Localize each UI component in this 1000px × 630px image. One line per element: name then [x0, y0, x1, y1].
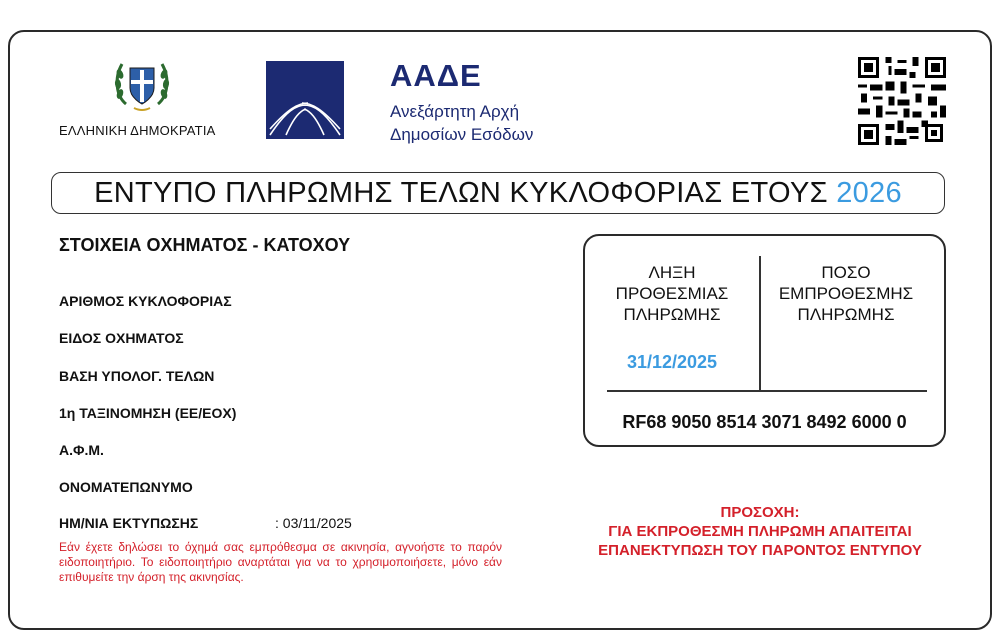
column-divider — [759, 256, 761, 391]
field-tax-id: Α.Φ.Μ. — [59, 442, 104, 458]
warning-line3: ΕΠΑΝΕΚΤΥΠΩΣΗ ΤΟΥ ΠΑΡΟΝΤΟΣ ΕΝΤΥΠΟΥ — [598, 542, 922, 559]
warning-line1: ΠΡΟΣΟΧΗ: — [720, 504, 800, 521]
aade-logo-icon — [266, 61, 344, 139]
form-title-text: ΕΝΤΥΠΟ ΠΛΗΡΩΜΗΣ ΤΕΛΩΝ ΚΥΚΛΟΦΟΡΙΑΣ ΕΤΟΥΣ — [94, 177, 828, 209]
aade-subtitle-line2: Δημοσίων Εσόδων — [390, 125, 534, 144]
amount-label-line3: ΠΛΗΡΩΜΗΣ — [797, 305, 895, 324]
field-full-name: ΟΝΟΜΑΤΕΠΩΝΥΜΟ — [59, 479, 193, 495]
aade-title: ΑΑΔΕ — [390, 58, 482, 93]
deadline-label-line1: ΛΗΞΗ — [648, 263, 696, 282]
aade-subtitle — [390, 100, 533, 146]
amount-label-line1: ΠΟΣΟ — [821, 263, 871, 282]
greek-coat-of-arms-icon — [112, 52, 172, 114]
aade-subtitle-line1: Ανεξάρτητη Αρχή — [390, 102, 520, 121]
republic-label: ΕΛΛΗΝΙΚΗ ΔΗΜΟΚΡΑΤΙΑ — [59, 123, 216, 138]
late-payment-warning — [540, 503, 980, 560]
amount-label — [761, 262, 931, 325]
warning-line2: ΓΙΑ ΕΚΠΡΟΘΕΣΜΗ ΠΛΗΡΩΜΗ ΑΠΑΙΤΕΙΤΑΙ — [608, 523, 912, 540]
amount-label-line2: ΕΜΠΡΟΘΕΣΜΗΣ — [778, 284, 914, 303]
form-title — [51, 172, 945, 214]
field-print-date: ΗΜ/ΝΙΑ ΕΚΤΥΠΩΣΗΣ — [59, 515, 199, 531]
deadline-label-line3: ΠΛΗΡΩΜΗΣ — [623, 305, 721, 324]
deadline-label-line2: ΠΡΟΘΕΣΜΙΑΣ — [615, 284, 729, 303]
deadline-date: 31/12/2025 — [626, 352, 718, 372]
vehicle-section-title: ΣΤΟΙΧΕΙΑ ΟΧΗΜΑΤΟΣ - ΚΑΤΟΧΟΥ — [59, 235, 351, 255]
print-date-value: : 03/11/2025 — [275, 515, 352, 531]
field-fee-basis: ΒΑΣΗ ΥΠΟΛΟΓ. ΤΕΛΩΝ — [59, 368, 215, 384]
form-title-year: 2026 — [836, 177, 902, 209]
rf-payment-code: RF68 9050 8514 3071 8492 6000 0 — [622, 412, 907, 432]
field-registration-number: ΑΡΙΘΜΟΣ ΚΥΚΛΟΦΟΡΙΑΣ — [59, 293, 232, 309]
immobilization-notice: Εάν έχετε δηλώσει το όχημά σας εμπρόθεσμα σε ακινησία, αγνοήστε το παρόν ειδοποιητήριο. Το ειδοποιητήριο αναρτάται για να το χρησιμοποιήσετε, μόνο εάν επιθυμείτε την άρση της ακινησίας. — [59, 540, 502, 584]
qr-code-icon — [858, 57, 946, 145]
field-first-registration: 1η ΤΑΞΙΝΟΜΗΣΗ (ΕΕ/ΕΟΧ) — [59, 405, 237, 421]
deadline-label — [587, 262, 757, 325]
row-divider — [607, 390, 927, 392]
field-vehicle-type: ΕΙΔΟΣ ΟΧΗΜΑΤΟΣ — [59, 330, 184, 346]
payment-box — [583, 234, 946, 447]
